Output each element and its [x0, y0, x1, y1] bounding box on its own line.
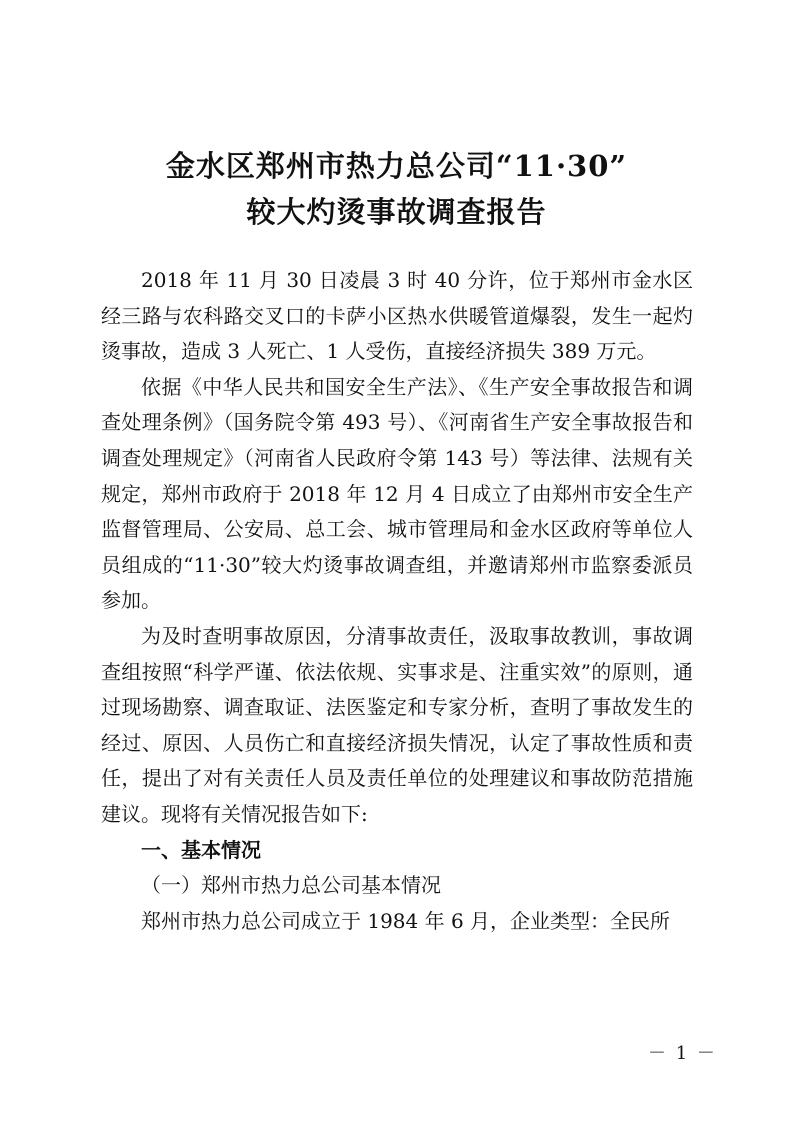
- company-info-paragraph: 郑州市热力总公司成立于 1984 年 6 月，企业类型：全民所: [141, 908, 671, 933]
- intro-paragraph: 2018 年 11 月 30 日凌晨 3 时 40 分许，位于郑州市金水区经三路与农科路交叉口的卡萨小区热水供暖管道爆裂，发生一起灼烫事故，造成 3 人死亡、1 人受伤，直接经济损失 389 万元。: [101, 268, 693, 364]
- report-title-line-1: 金水区郑州市热力总公司“11·30”: [165, 149, 628, 183]
- legal-basis-paragraph: 依据《中华人民共和国安全生产法》、《生产安全事故报告和调查处理条例》（国务院令第 493 号）、《河南省生产安全事故报告和调查处理规定》（河南省人民政府令第 143 号）等法律、法规有关规定，郑州市政府于 2018 年 12 月 4 日成立了由郑州市安全生产监督管理局、公安局、总工会、城市管理局和金水区政府等单位人员组成的“11·30”较大灼烫事故调查组，并邀请郑州市监察委派员参加。: [101, 374, 693, 613]
- report-body: [101, 263, 693, 939]
- page-number: － 1 －: [648, 1043, 717, 1064]
- investigation-paragraph: 为及时查明事故原因，分清事故责任，汲取事故教训，事故调查组按照“科学严谨、依法依规、实事求是、注重实效”的原则，通过现场勘察、调查取证、法医鉴定和专家分析，查明了事故发生的经过、原因、人员伤亡和直接经济损失情况，认定了事故性质和责任，提出了对有关责任人员及责任单位的处理建议和事故防范措施建议。现将有关情况报告如下:: [101, 623, 693, 826]
- subsection-heading-company-info: （一）郑州市热力总公司基本情况: [141, 873, 441, 898]
- report-title-line-2: 较大灼烫事故调查报告: [246, 195, 547, 229]
- section-heading-basic-info: 一、基本情况: [141, 837, 261, 862]
